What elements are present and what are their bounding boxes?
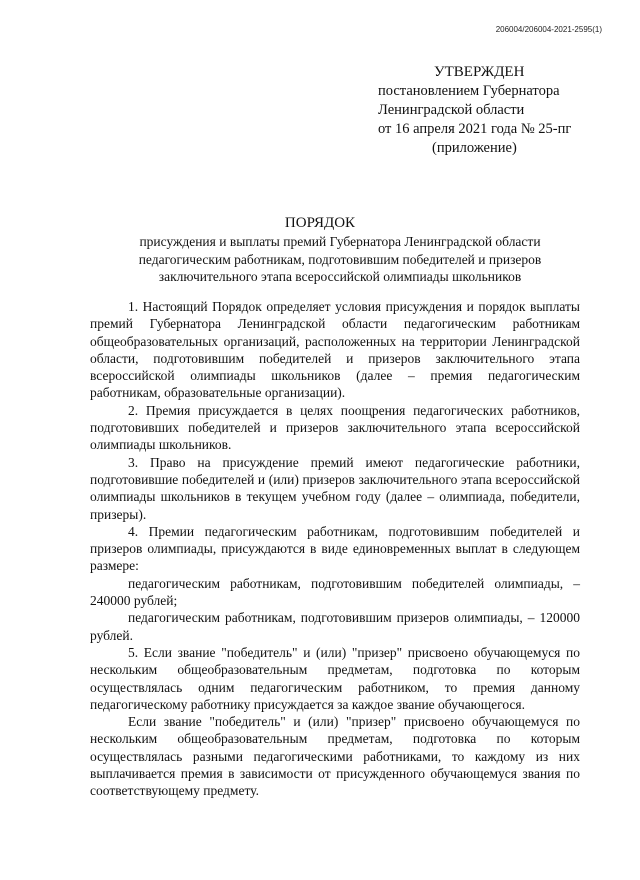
paragraph: Если звание "победитель" и (или) "призер" присвоено обучающемуся по нескольким общеобразовательным предметам, подготовка по которым осуществлялась разными педагогическими работниками, то каждому из них выплачивается премия в зависимости от присужденного обучающемуся звания по соответствующему предмету. bbox=[90, 714, 580, 799]
document-number: 206004/206004-2021-2595(1) bbox=[495, 25, 602, 34]
approval-heading: УТВЕРЖДЕН bbox=[434, 64, 525, 80]
paragraph: педагогическим работникам, подготовившим победителей олимпиады, – 240000 рублей; bbox=[90, 575, 580, 609]
document-body bbox=[90, 298, 580, 800]
approval-date-line: от 16 апреля 2021 года № 25-пг bbox=[378, 121, 572, 137]
approval-block bbox=[378, 63, 571, 158]
paragraph: 5. Если звание "победитель" и (или) "призер" присвоено обучающемуся по нескольким общеобразовательным предметам, подготовка по которым осуществлялась одним педагогическим работником, то премия данному педагогическому работнику присуждается за каждое звание обучающегося. bbox=[90, 644, 580, 712]
paragraph: педагогическим работникам, подготовившим призеров олимпиады, – 120000 рублей. bbox=[90, 610, 580, 643]
approval-appendix-note: (приложение) bbox=[432, 140, 517, 156]
paragraph: 3. Право на присуждение премий имеют педагогические работники, подготовившие победителей и (или) призеров заключительного этапа всероссийской олимпиады школьников в текущем учебном году (далее – олимпиада, победители, призеры). bbox=[90, 454, 580, 522]
approval-line: постановлением Губернатора bbox=[378, 83, 560, 99]
document-title: ПОРЯДОК bbox=[284, 215, 356, 231]
paragraph: 2. Премия присуждается в целях поощрения педагогических работников, подготовивших победителей и призеров заключительного этапа всероссийской олимпиады школьников. bbox=[90, 402, 580, 453]
paragraph: 1. Настоящий Порядок определяет условия присуждения и порядок выплаты премий Губернатора Ленинградской области педагогическим работникам общеобразовательных организаций, расположенных на территории Ленинградской области, подготовившим победителей и призеров заключительного этапа всероссийской олимпиады школьников (далее – премия педагогическим работникам, образовательные организации). bbox=[90, 299, 580, 401]
approval-line: Ленинградской области bbox=[378, 102, 525, 118]
document-subtitle: присуждения и выплаты премий Губернатора Ленинградской области педагогическим работникам, подготовившим победителей и призеров заключительного этапа всероссийской олимпиады школьников bbox=[138, 234, 542, 284]
paragraph: 4. Премии педагогическим работникам, подготовившим победителей и призеров олимпиады, присуждаются в виде единовременных выплат в следующем размере: bbox=[90, 523, 580, 574]
